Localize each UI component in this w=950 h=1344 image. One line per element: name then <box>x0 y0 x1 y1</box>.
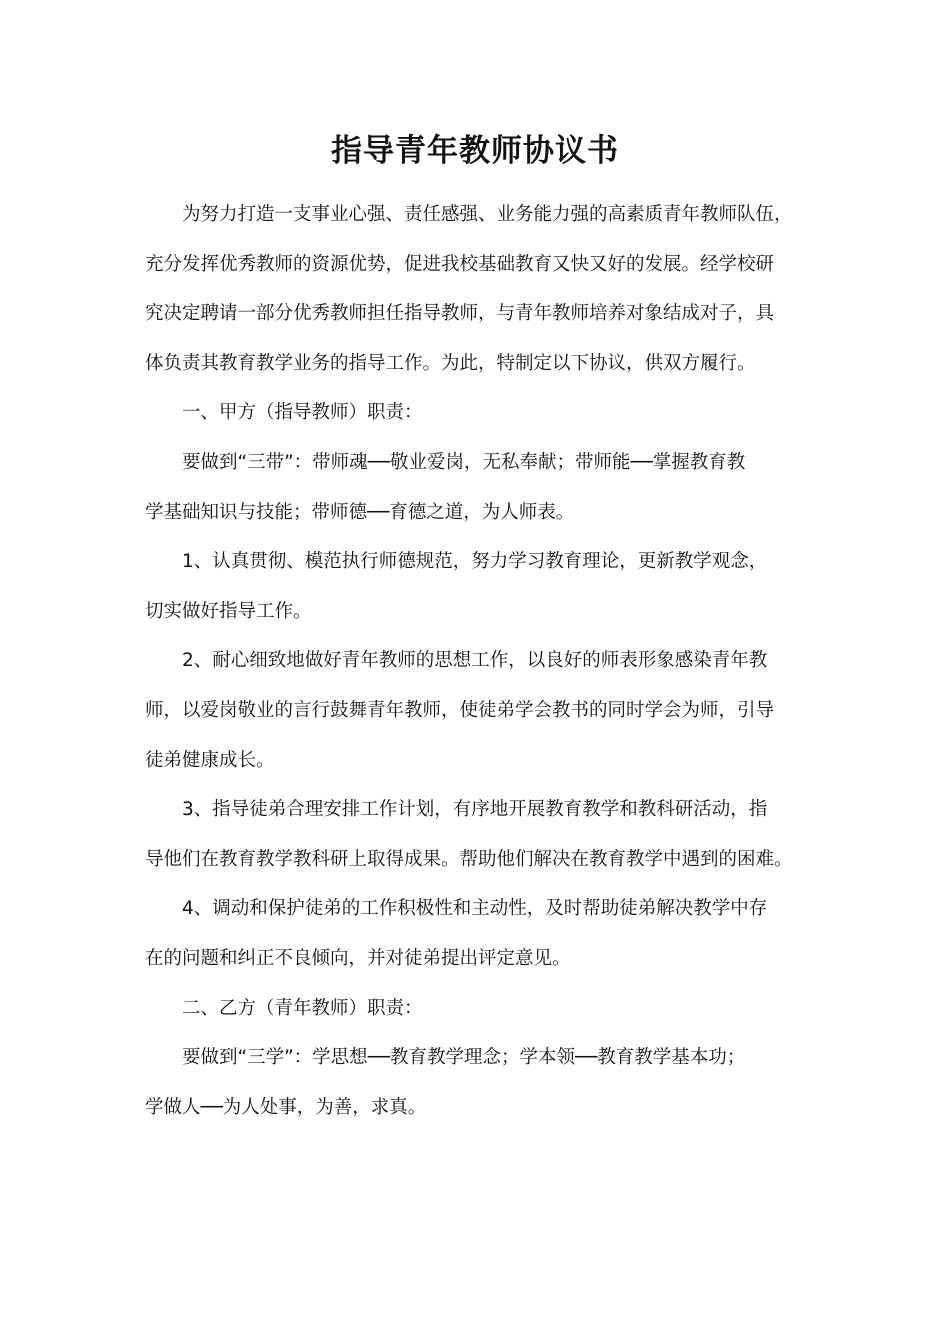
text-line: 3、指导徒弟合理安排工作计划，有序地开展教育教学和教科研活动，指 <box>182 799 768 821</box>
text-line: 二、乙方（青年教师）职责： <box>182 997 423 1019</box>
text-line: 2、耐心细致地做好青年教师的思想工作，以良好的师表形象感染青年教 <box>182 650 768 672</box>
text-line: 师，以爱岗敬业的言行鼓舞青年教师，使徒弟学会教书的同时学会为师，引导 <box>145 699 775 721</box>
text-line: 要做到“三带”：带师魂──敬业爱岗，无私奉献；带师能──掌握教育教 <box>182 451 746 473</box>
text-line: 徒弟健康成长。 <box>145 749 275 771</box>
text-line: 导他们在教育教学教科研上取得成果。帮助他们解决在教育教学中遇到的困难。 <box>145 848 793 870</box>
text-line: 学基础知识与技能；带师德──育德之道，为人师表。 <box>145 501 575 523</box>
text-line: 要做到“三学”：学思想──教育教学理念；学本领──教育教学基本功； <box>182 1047 746 1069</box>
text-line: 为努力打造一支事业心强、责任感强、业务能力强的高素质青年教师队伍， <box>182 204 793 225</box>
text-line: 一、甲方（指导教师）职责： <box>182 402 423 424</box>
text-line: 4、调动和保护徒弟的工作积极性和主动性，及时帮助徒弟解决教学中存 <box>182 898 768 920</box>
text-line: 在的问题和纠正不良倾向，并对徒弟提出评定意见。 <box>145 947 571 969</box>
text-line: 究决定聘请一部分优秀教师担任指导教师，与青年教师培养对象结成对子，具 <box>145 303 775 325</box>
text-line: 充分发挥优秀教师的资源优势，促进我校基础教育又快又好的发展。经学校研 <box>145 253 775 275</box>
text-line: 学做人──为人处事，为善，求真。 <box>145 1096 427 1118</box>
text-line: 1、认真贯彻、模范执行师德规范，努力学习教育理论，更新教学观念， <box>182 551 768 573</box>
document-body <box>145 190 815 1132</box>
text-line: 切实做好指导工作。 <box>145 600 312 622</box>
text-line: 体负责其教育教学业务的指导工作。为此，特制定以下协议，供双方履行。 <box>145 352 756 374</box>
document-title: 指导青年教师协议书 <box>331 133 619 169</box>
